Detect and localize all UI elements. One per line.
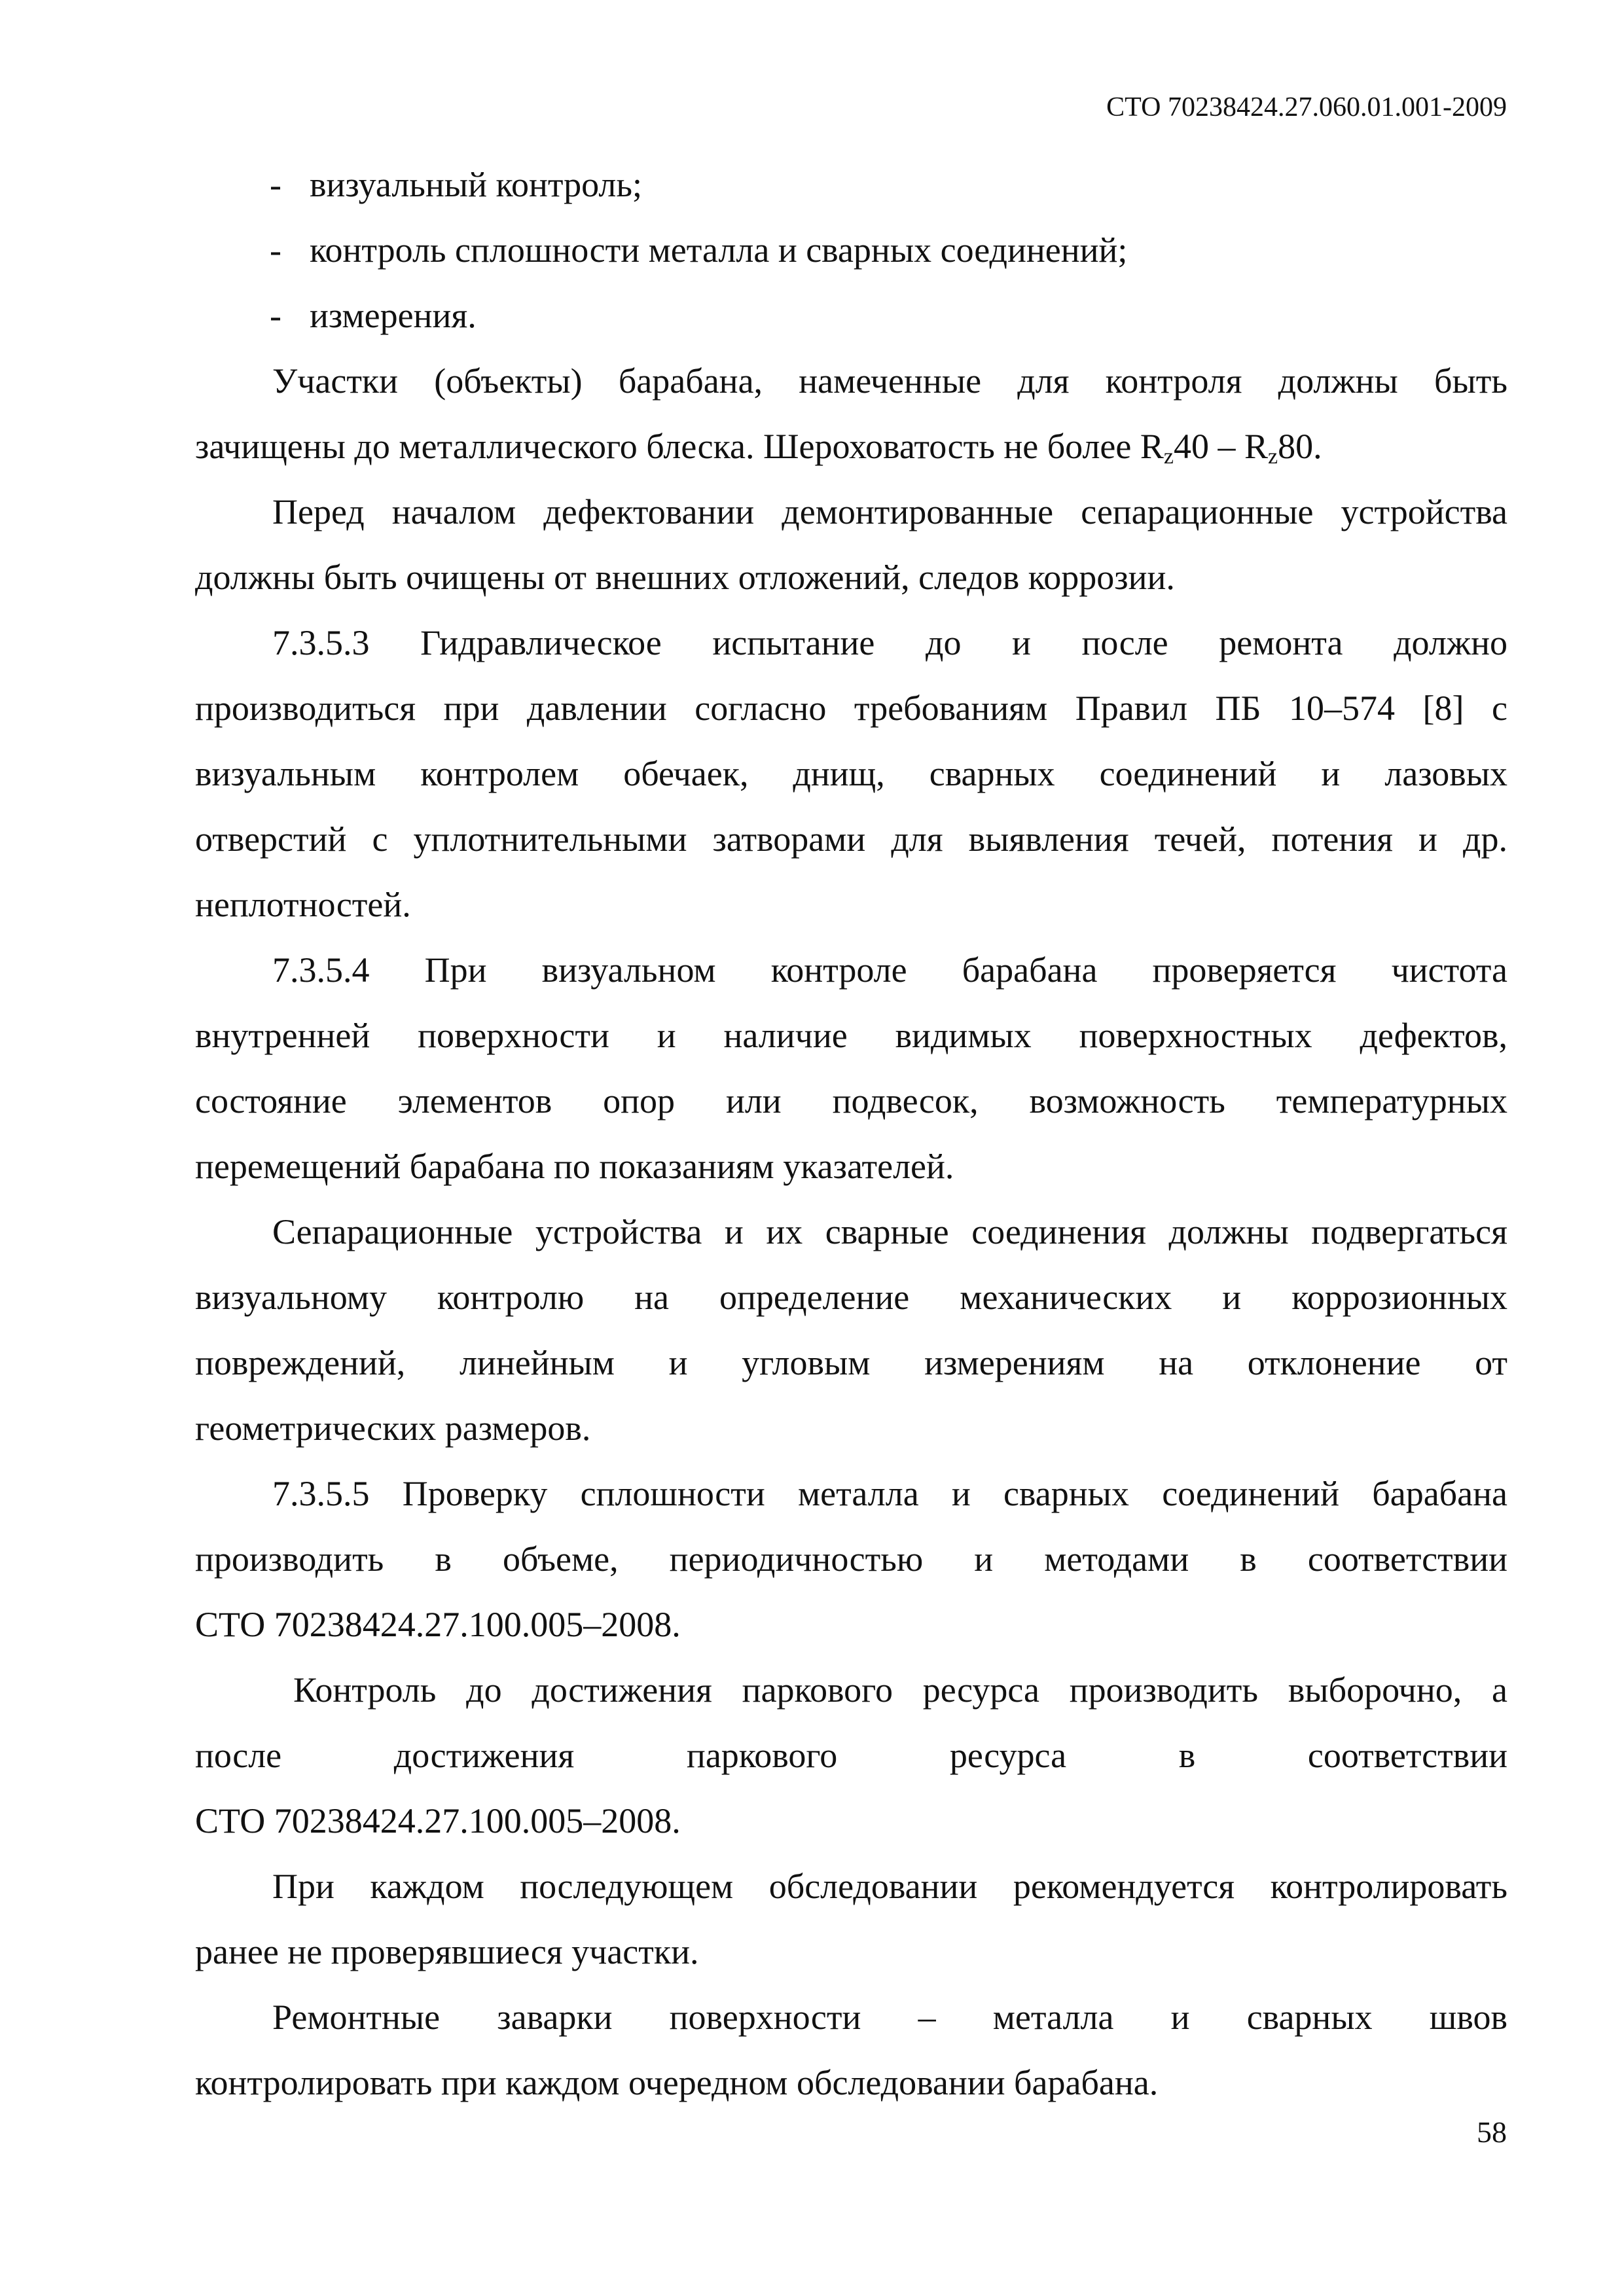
text-line: производиться при давлении согласно требованиям Правил ПБ 10–574 [8] с [195,689,1507,728]
text-line: При каждом последующем обследовании рекомендуется контролировать [272,1867,1507,1906]
paragraph-surface-preparation [195,348,1507,479]
paragraph-subsequent-inspection [195,1854,1507,1984]
list-bullet-dash: - [270,230,281,270]
paragraph-repair-welds [195,1984,1507,2115]
text-line: ранее не проверявшиеся участки. [195,1932,699,1971]
text-line-roughness [195,414,1507,479]
document-code-header: СТО 70238424.27.060.01.001-2009 [1106,92,1507,122]
text-line: неплотностей. [195,885,411,924]
subscript: z [1267,444,1278,469]
text-fragment: 80. [1278,427,1322,466]
text-line: производить в объеме, периодичностью и методами в соответствии [195,1539,1507,1579]
text-line: визуальным контролем обечаек, днищ, сварных соединений и лазовых [195,754,1507,793]
page-body [195,152,1507,2115]
list-bullet-dash: - [270,296,281,335]
text-line: контролировать при каждом очередном обследовании барабана. [195,2063,1159,2102]
text-line: Участки (объекты) барабана, намеченные для контроля должны быть [272,361,1507,401]
paragraph-separation-devices-cleaning [195,479,1507,610]
text-line: Контроль до достижения паркового ресурса производить выборочно, а [293,1670,1507,1710]
paragraph-separation-devices-inspection [195,1199,1507,1461]
paragraph-7-3-5-4 [195,937,1507,1199]
list-bullet-dash: - [270,165,281,204]
text-line: внутренней поверхности и наличие видимых поверхностных дефектов, [195,1016,1507,1055]
text-line: Ремонтные заварки поверхности – металла и сварных швов [272,1998,1507,2037]
list-item-text: визуальный контроль; [310,165,642,204]
text-fragment: зачищены до металлического блеска. Шероховатость не более R [195,427,1164,466]
list-item-text: контроль сплошности металла и сварных соединений; [310,230,1128,270]
text-line: 7.3.5.4 При визуальном контроле барабана проверяется чистота [272,950,1507,990]
text-line: должны быть очищены от внешних отложений, следов коррозии. [195,558,1175,597]
text-line: визуальному контролю на определение механических и коррозионных [195,1278,1507,1317]
text-line: Перед началом дефектовании демонтированные сепарационные устройства [272,492,1507,531]
paragraph-7-3-5-3 [195,610,1507,937]
text-line: СТО 70238424.27.100.005–2008. [195,1801,681,1840]
list-item [195,217,1507,283]
text-line: состояние элементов опор или подвесок, возможность температурных [195,1081,1507,1121]
text-fragment: 40 – R [1173,427,1268,466]
list-item-text: измерения. [310,296,477,335]
page-number: 58 [1477,2115,1507,2149]
paragraph-7-3-5-5 [195,1461,1507,1657]
text-line: геометрических размеров. [195,1408,591,1448]
text-line: СТО 70238424.27.100.005–2008. [195,1605,681,1644]
list-item [195,283,1507,348]
text-line: 7.3.5.5 Проверку сплошности металла и сварных соединений барабана [272,1474,1507,1513]
text-line: после достижения паркового ресурса в соответствии [195,1736,1507,1775]
text-line: отверстий с уплотнительными затворами для выявления течей, потения и др. [195,819,1507,859]
list-item [195,152,1507,217]
paragraph-park-resource-control [195,1657,1507,1854]
text-line: повреждений, линейным и угловым измерениям на отклонение от [195,1343,1507,1382]
text-line: Сепарационные устройства и их сварные соединения должны подвергаться [272,1212,1507,1251]
subscript: z [1163,444,1174,469]
text-line: перемещений барабана по показаниям указателей. [195,1147,954,1186]
text-line: 7.3.5.3 Гидравлическое испытание до и после ремонта должно [272,623,1507,662]
